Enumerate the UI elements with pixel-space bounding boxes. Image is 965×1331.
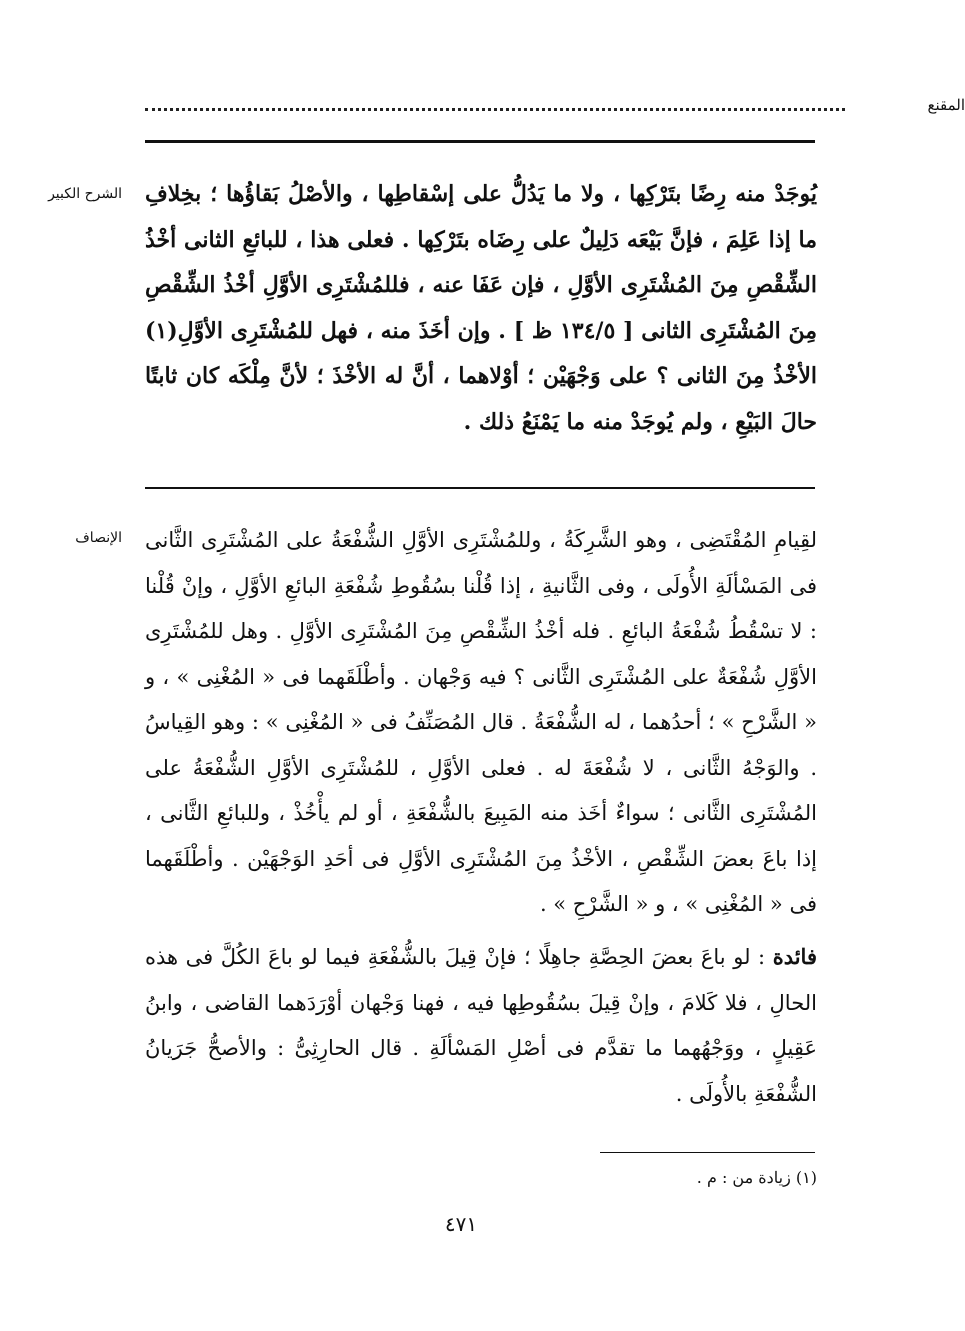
footnote-rule: [600, 1152, 815, 1153]
faida-paragraph: [145, 934, 817, 1117]
faida-text-block: [145, 934, 817, 1117]
margin-label-sharh: الشرح الكبير: [48, 186, 122, 202]
header-rule: [145, 140, 815, 143]
running-title: المقنع: [927, 96, 965, 114]
page-number: ٤٧١: [444, 1212, 478, 1236]
sharh-paragraph: يُوجَدْ منه رِضًا بتَرْكِها ، ولا ما يَدُلُّ على إسْقاطِها ، والأصْلُ بَقاؤُها ؛ بخِلافِ ما إذا عَلِمَ ، فإنَّ بَيْعَه دَلِيلٌ على رِضَاه بتَرْكِها . فعلى هذا ، للبائعِ الثانى أخْذُ الشِّقْصِ مِنَ المُشْتَرِى الأوَّلِ ، فإن عَفَا عنه ، فللمُشْتَرِى الأوَّلِ أخْذُ الشِّقْصِ مِنَ المُشْتَرِى الثانى [ ١٣٤/٥ ظ ] . وإن أخَذَ منه ، فهل للمُشْتَرِى الأوَّلِ(١) الأخْذُ مِنَ الثانى ؟ على وَجْهَيْن ؛ أوْلاهما ، أنَّ له الأخْذَ ؛ لأنَّ مِلْكَه كان ثابتًا حالَ البَيْعِ ، ولم يُوجَدْ منه ما يَمْنَعُ ذلك .: [145, 181, 817, 435]
footnote: (١) زيادة من : م .: [696, 1168, 817, 1187]
sharh-text-block: [145, 172, 817, 445]
section-divider-rule: [145, 487, 815, 489]
insaf-text-block: [145, 518, 817, 928]
running-header: [145, 92, 965, 120]
insaf-paragraph: لقِيامِ المُقْتَضِى ، وهو الشَّرِكَةُ ، وللمُشْتَرِى الأوَّلِ الشُّفْعَةُ على المُشْتَرِى الثَّانى فى المَسْألَةِ الأُولَى ، وفى الثَّانيةِ ، إذا قُلْنا بسُقُوطِ شُفْعَةِ البائعِ الأوَّلِ ، وإنْ قُلْنا : لا تسْقُطُ شُفْعَةُ البائعِ . فله أخْذُ الشِّقْصِ مِنَ المُشْتَرِى الأوَّلِ . وهل للمُشْتَرِى الأوَّلِ شُفْعَةٌ على المُشْتَرِى الثَّانى ؟ فيه وَجْهان . وأطْلَقَهما فى « المُغْنِى » ، و « الشَّرْحِ » ؛ أحدُهما ، له الشُّفْعَةُ . قال المُصَنِّفُ فى « المُغْنِى » : وهو القِياسُ . والوَجْهُ الثَّانى ، لا شُفْعَةَ له . فعلى الأوَّلِ ، للمُشْتَرِى الأوَّلِ الشُّفْعَةُ على المُشْتَرِى الثَّانى ؛ سواءٌ أخَذ منه المَبِيعَ بالشُّفْعَةِ ، أو لم يأْخُذْ ، وللبائعِ الثَّانى ، إذا باعَ بعضَ الشِّقْصِ ، الأخْذُ مِنَ المُشْتَرِى الأوَّلِ فى أحَدِ الوَجْهَيْن . وأطْلَقَهما فى « المُغْنِى » ، و « الشَّرْحِ » .: [145, 528, 817, 916]
faida-lead: فائدة: [772, 944, 817, 969]
dot-leader: [145, 98, 845, 111]
margin-label-insaf: الإنصاف: [75, 530, 122, 546]
faida-body: : لو باعَ بعضَ الحِصَّةِ جاهِلًا ؛ فإنْ قِيلَ بالشُّفْعَةِ فيما لو باعَ الكُلَّ فى هذه الحالِ ، فلا كَلامَ ، وإنْ قِيلَ بسُقُوطِها فيه ، فهنا وَجْهان أوْرَدَهما القاضى ، وابنُ عَقِيلٍ ، ووَجْهُهما ما تقدَّم فى أصْلِ المَسْألَةِ . قال الحارِثِىُّ : والأصحُّ جَرَيانُ الشُّفْعَةِ بالأُولَى .: [145, 945, 817, 1106]
